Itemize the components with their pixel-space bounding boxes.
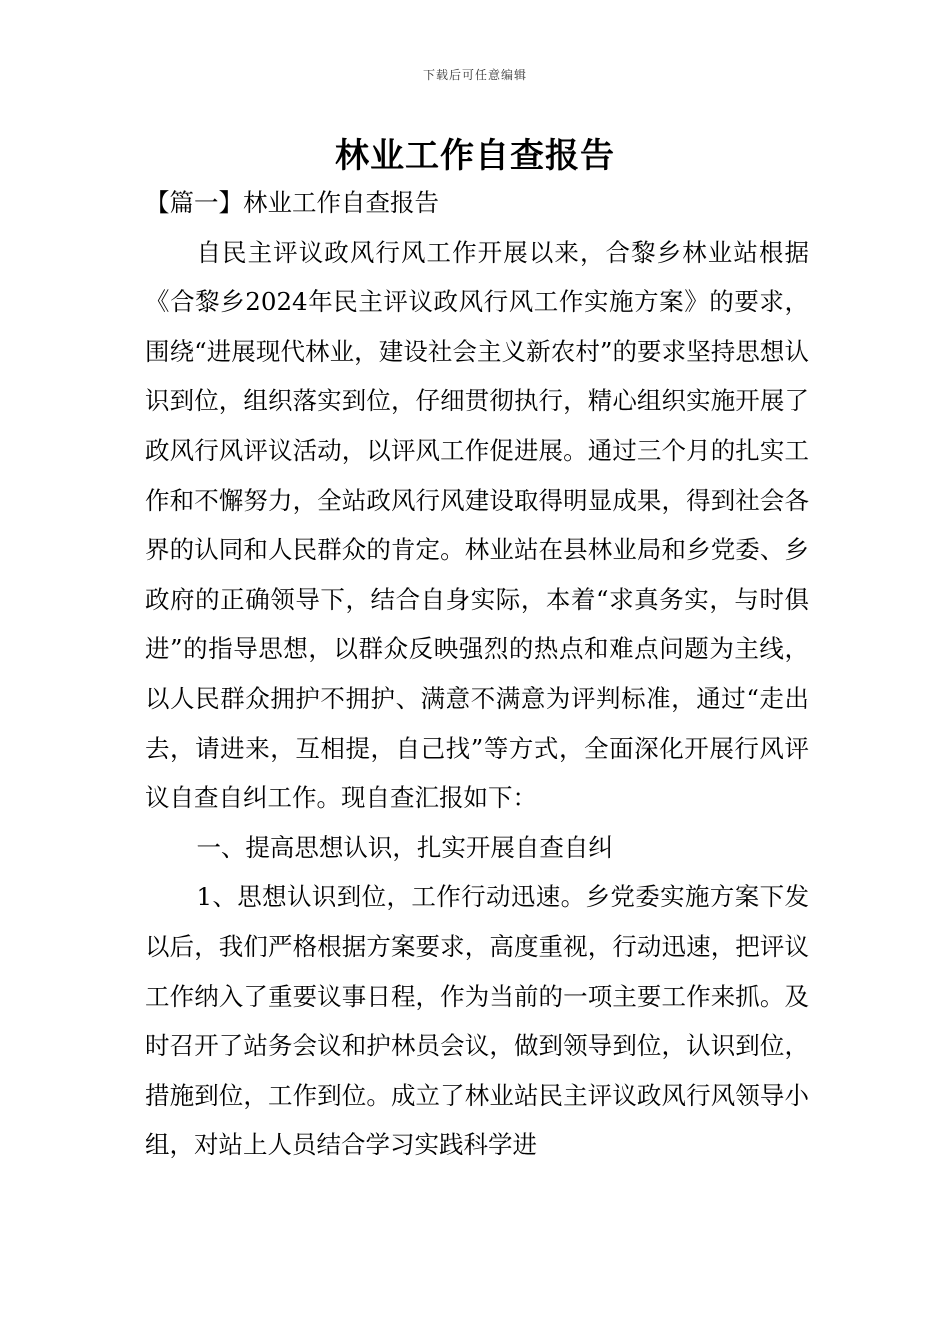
paragraph-intro: 自民主评议政风行风工作开展以来，合黎乡林业站根据《合黎乡2024年民主评议政风行风工作实施方案》的要求，围绕“进展现代林业，建设社会主义新农村”的要求坚持思想认识到位，组织落实到位，仔细贯彻执行，精心组织实施开展了政风行风评议活动，以评风工作促进展。通过三个月的扎实工作和不懈努力，全站政风行风建设取得明显成果，得到社会各界的认同和人民群众的肯定。林业站在县林业局和乡党委、乡政府的正确领导下，结合自身实际，本着“求真务实，与时俱进”的指导思想，以群众反映强烈的热点和难点问题为主线，以人民群众拥护不拥护、满意不满意为评判标准，通过“走出去，请进来，互相提，自己找”等方式，全面深化开展行风评议自查自纠工作。现自查汇报如下： bbox=[145, 237, 809, 813]
section-label: 【篇一】林业工作自查报告 bbox=[145, 188, 439, 217]
document-body bbox=[145, 178, 809, 1170]
document-title: 林业工作自查报告 bbox=[335, 136, 615, 176]
section-heading-1: 一、提高思想认识，扎实开展自查自纠 bbox=[196, 832, 613, 862]
header-note: 下载后可任意编辑 bbox=[422, 68, 527, 82]
paragraph-item-1: 1、思想认识到位，工作行动迅速。乡党委实施方案下发以后，我们严格根据方案要求，高度重视，行动迅速，把评议工作纳入了重要议事日程，作为当前的一项主要工作来抓。及时召开了站务会议和护林员会议，做到领导到位，认识到位，措施到位，工作到位。成立了林业站民主评议政风行风领导小组，对站上人员结合学习实践科学进 bbox=[145, 882, 809, 1160]
